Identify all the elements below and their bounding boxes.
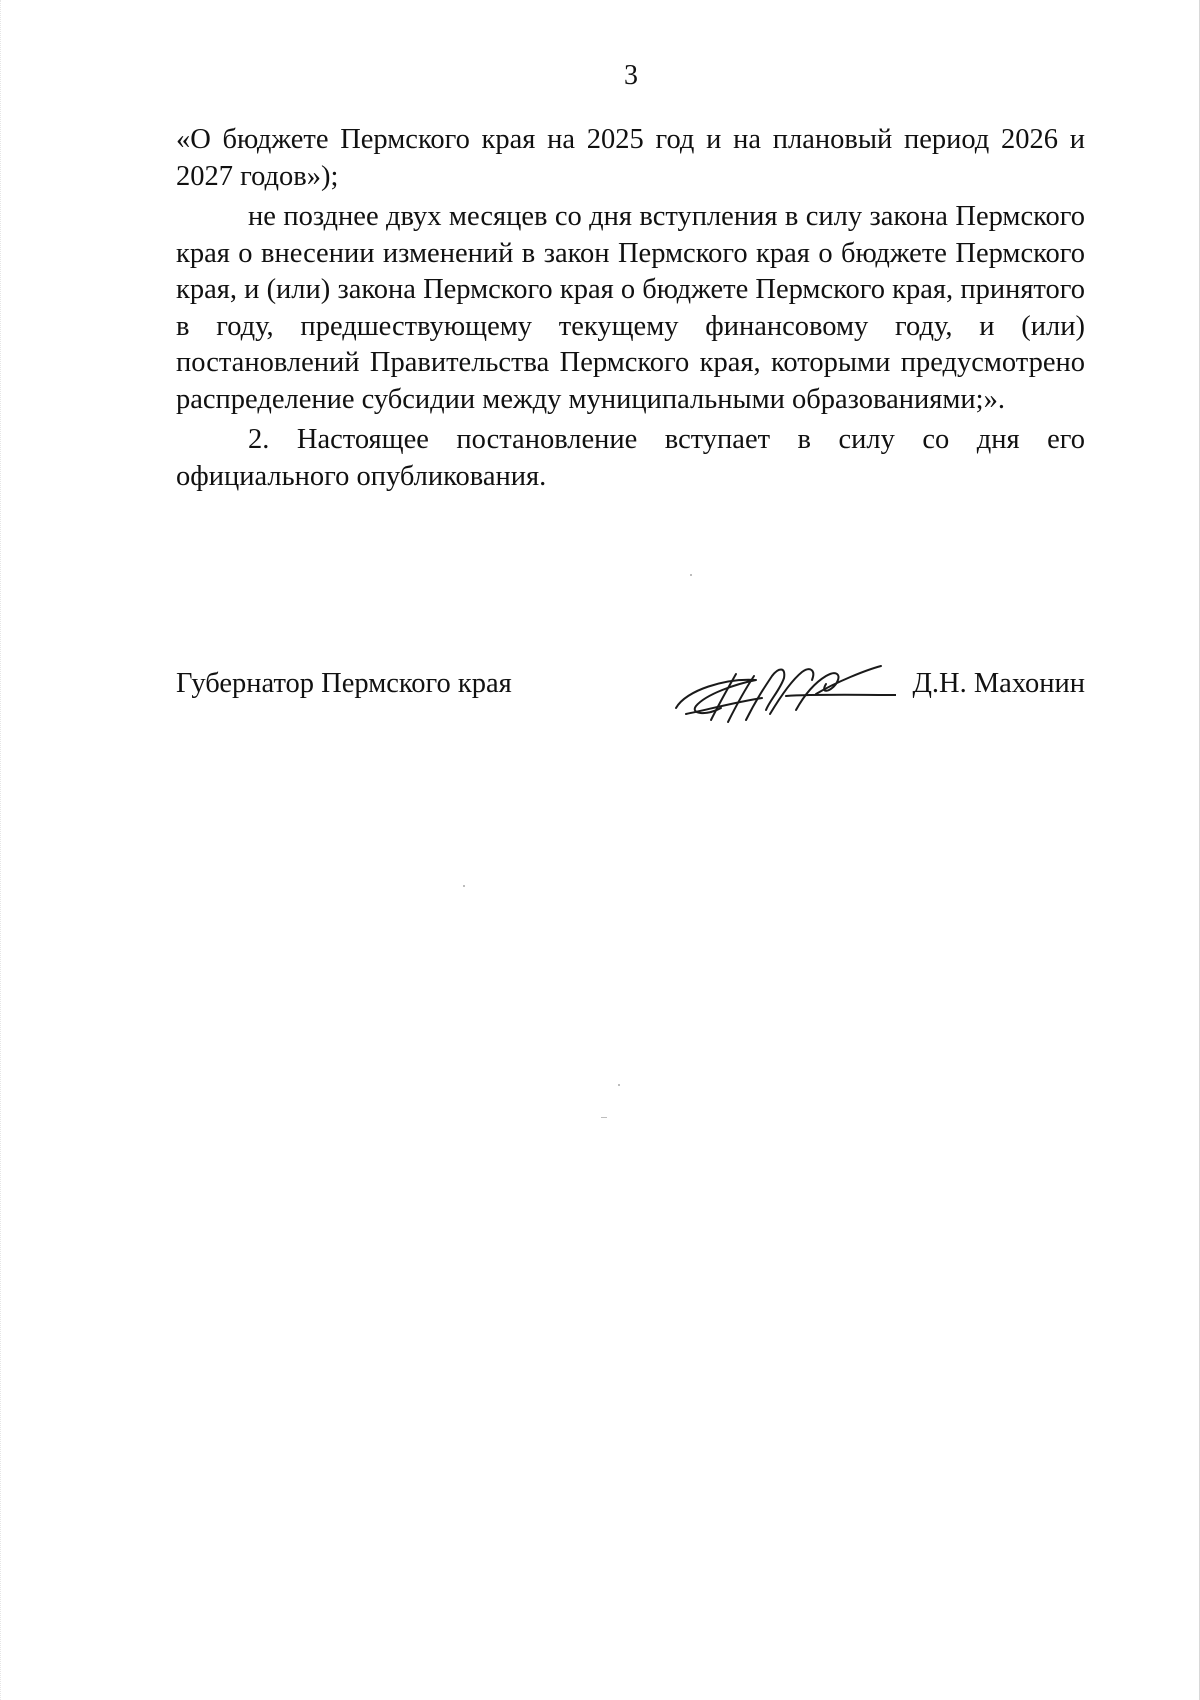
paragraph-effective-date: 2. Настоящее постановление вступает в силу со дня его официального опубликования. <box>176 424 1085 492</box>
document-body <box>176 122 1085 495</box>
signature-block <box>176 660 1085 740</box>
scan-speck <box>463 885 465 887</box>
paragraph-deadline: не позднее двух месяцев со дня вступления в силу закона Пермского края о внесении изменений в закон Пермского края о бюджете Пермского края, и (или) закона Пермского края о бюджете Пермского края, принятого в году, предшествующему текущему финансовому году, и (или) постановлений Правительства Пермского края, которыми предусмотрено распределение субсидии между муниципальными образованиями;». <box>176 201 1085 415</box>
signatory-name: Д.Н. Махонин <box>912 668 1085 699</box>
paragraph-continuation: «О бюджете Пермского края на 2025 год и на плановый период 2026 и 2027 годов»); <box>176 124 1085 192</box>
page-number: 3 <box>624 60 638 91</box>
handwritten-signature <box>666 650 896 730</box>
signatory-title: Губернатор Пермского края <box>176 668 512 699</box>
scan-speck <box>690 574 692 576</box>
scan-speck <box>601 1117 607 1118</box>
scan-speck <box>618 1084 620 1086</box>
